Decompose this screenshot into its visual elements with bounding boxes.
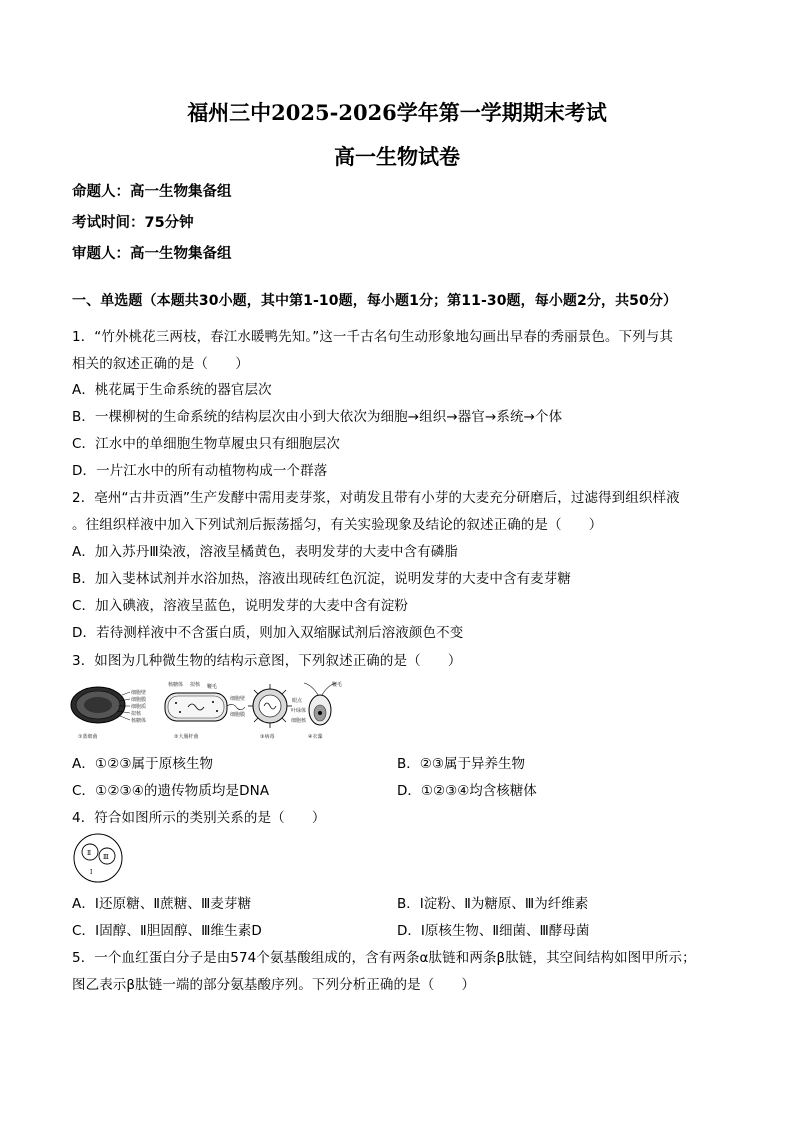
chlamydomonas-drawing	[291, 681, 342, 740]
q5-stem-2: 图乙表示β肽链一端的部分氨基酸序列。下列分析正确的是（ ）	[72, 977, 476, 993]
q1-stem-1: 1．“竹外桃花三两枝，春江水暖鸭先知。”这一千古名句生动形象地勾画出早春的秀丽景色。下列与其	[72, 329, 673, 345]
alga-label: 鞭毛	[332, 682, 343, 688]
q4-option-a: A．Ⅰ还原糖、Ⅱ蔗糖、Ⅲ麦芽糖	[72, 896, 252, 912]
q2-option-a: A．加入苏丹Ⅲ染液，溶液呈橘黄色，表明发芽的大麦中含有磷脂	[72, 544, 458, 560]
duration-line: 考试时间：75分钟	[72, 215, 194, 231]
set-label-i: Ⅰ	[90, 869, 93, 876]
q3-stem: 3．如图为几种微生物的结构示意图，下列叙述正确的是（ ）	[72, 653, 462, 669]
virus-drawing	[248, 684, 292, 740]
ecoli-label: 核糖体	[168, 682, 184, 688]
q4-stem: 4．符合如图所示的类别关系的是（ ）	[72, 810, 326, 826]
q2-stem-2: 。往组织样液中加入下列试剂后振荡摇匀，有关实验现象及结论的叙述正确的是（ ）	[72, 517, 603, 533]
alga-label: 叶绿体	[291, 708, 307, 714]
figure-caption-alga: ④衣藻	[308, 734, 323, 740]
q2-option-d: D．若待测样液中不含蛋白质，则加入双缩脲试剂后溶液颜色不变	[72, 625, 464, 641]
q1-option-a: A．桃花属于生命系统的器官层次	[72, 382, 272, 398]
setter-line: 命题人：高一生物集备组	[72, 184, 232, 200]
figure-caption-ecoli: ②大肠杆菌	[174, 734, 199, 740]
set-label-iii: Ⅲ	[103, 854, 109, 861]
cyano-label: 细胞质	[131, 704, 147, 710]
ecoli-drawing	[165, 681, 245, 740]
q3-option-c: C．①②③④的遗传物质均是DNA	[72, 783, 270, 799]
q4-option-c: C．Ⅰ固醇、Ⅱ胆固醇、Ⅲ维生素D	[72, 923, 262, 939]
q3-option-d: D．①②③④均含核糖体	[397, 783, 537, 799]
q1-stem-2: 相关的叙述正确的是（ ）	[72, 356, 249, 372]
ecoli-label: 细胞壁	[230, 696, 246, 702]
cyano-label: 细胞壁	[131, 690, 147, 696]
alga-label: 眼点	[292, 698, 303, 704]
reviewer-line: 审题人：高一生物集备组	[72, 246, 232, 262]
set-label-ii: Ⅱ	[87, 850, 92, 857]
figure-caption-virus: ③病毒	[260, 734, 275, 740]
q1-option-c: C．江水中的单细胞生物草履虫只有细胞层次	[72, 436, 340, 452]
q1-option-b: B．一棵柳树的生命系统的结构层次由小到大依次为细胞→组织→器官→系统→个体	[72, 409, 563, 425]
q4-option-d: D．Ⅰ原核生物、Ⅱ细菌、Ⅲ酵母菌	[397, 923, 590, 939]
alga-label: 细胞核	[291, 718, 307, 724]
q3-option-b: B．②③属于异养生物	[397, 756, 525, 772]
q5-stem-1: 5．一个血红蛋白分子是由574个氨基酸组成的，含有两条α肽链和两条β肽链，其空间结构如图甲所示；	[72, 950, 696, 966]
q2-option-b: B．加入斐林试剂并水浴加热，溶液出现砖红色沉淀，说明发芽的大麦中含有麦芽糖	[72, 571, 571, 587]
cyano-label: 细胞膜	[131, 697, 147, 703]
set-diagram	[71, 832, 127, 884]
cyano-label: 拟核	[131, 711, 142, 717]
ecoli-label: 鞭毛	[207, 684, 218, 690]
q2-stem-1: 2．亳州“古井贡酒”生产发酵中需用麦芽浆，对萌发且带有小芽的大麦充分研磨后，过滤得到组织样液	[72, 490, 680, 506]
q2-option-c: C．加入碘液，溶液呈蓝色，说明发芽的大麦中含有淀粉	[72, 598, 408, 614]
microbe-figure	[70, 678, 360, 742]
ecoli-label: 拟核	[190, 682, 201, 688]
exam-subtitle: 高一生物试卷	[334, 144, 460, 169]
q3-option-a: A．①②③属于原核生物	[72, 756, 214, 772]
figure-caption-cyano: ①蓝细菌	[78, 734, 98, 740]
section-title: 一、单选题（本题共30小题，其中第1-10题，每小题1分；第11-30题，每小题2分，共50分）	[72, 293, 678, 309]
cyanobacterium-drawing	[71, 687, 146, 740]
ecoli-label: 细胞膜	[230, 712, 246, 718]
exam-title: 福州三中2025-2026学年第一学期期末考试	[187, 100, 607, 125]
q4-option-b: B．Ⅰ淀粉、Ⅱ为糖原、Ⅲ为纤维素	[397, 896, 589, 912]
cyano-label: 核糖体	[131, 718, 147, 724]
q1-option-d: D．一片江水中的所有动植物构成一个群落	[72, 463, 328, 479]
